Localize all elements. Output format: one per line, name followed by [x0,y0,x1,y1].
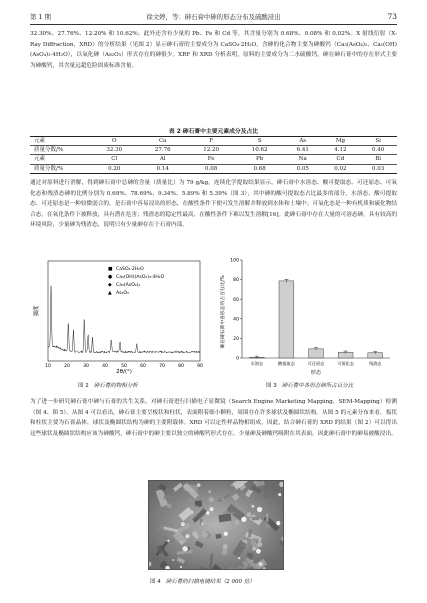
table-cell: 0.68 [235,164,283,173]
xrd-x-tick: 20 [64,364,70,369]
sem-particle [238,557,240,559]
bar-chart-y-tick-label: 60 [233,297,239,303]
table-caption: 表 2 砷石膏中主要元素成分及占比 [168,129,259,135]
table-cell: 质量分数/% [30,164,90,173]
table-cell: Cl [90,155,138,164]
table-cell: Ca [138,137,186,146]
sem-particle [223,544,228,549]
bar-chart-y-tick-label: 20 [233,337,239,342]
sem-particle [182,546,187,551]
table-cell: 12.20 [187,146,235,155]
table-cell: Cd [322,155,360,164]
sem-particle [201,522,204,525]
sem-particle [180,540,183,543]
xrd-x-label: 2θ/(°) [116,369,132,375]
xrd-x-tick: 10 [45,364,51,369]
sem-particle [224,532,228,536]
sem-particle [263,567,266,570]
sem-particle [172,559,174,561]
sem-particle [195,534,199,538]
page-number: 73 [387,12,397,21]
sem-particle [209,497,214,502]
sem-particle [222,498,224,500]
table-row [30,155,397,164]
header-rule [30,24,397,25]
xrd-x-tick: 40 [102,364,108,369]
xrd-x-tick-labels [45,363,203,369]
bar-chart-x-tick-label: 可还原态 [307,361,325,366]
sem-particle [208,491,210,493]
xrd-x-tick: 90 [197,364,203,369]
table-cell: Pb [235,155,283,164]
bar-chart-x-tick-label: 可氧化态 [337,361,354,366]
sem-particle [206,511,210,515]
sem-particle [250,491,252,493]
bar-chart-x-label: 形态 [310,370,322,376]
table-cell: 0.05 [284,164,322,173]
bar [279,281,294,358]
table-cell: 0.14 [138,164,186,173]
sem-particle [185,534,189,538]
legend-marker-hydroxyapatite-arsenate: ● [108,275,113,280]
table-cell: 27.76 [138,146,186,155]
table-cell: 10.62 [235,146,283,155]
issue-number: 第 1 期 [30,13,51,21]
table-cell: 0.08 [187,164,235,173]
figure-2-title: 砷石膏的物相分析 [93,383,138,389]
figure-4-title: 砷石膏的扫描电镜结果（2 000 倍） [165,579,255,585]
table-cell: 4.12 [322,146,360,155]
table-cell: Na [284,155,322,164]
sem-background [149,481,283,569]
figure-3-title: 砷石膏中各形态砷所占百分比 [281,383,354,389]
bar-chart-y-label: 砷在砷石膏中各形态所占百分比/% [221,275,226,349]
bar-chart-bars [249,279,382,358]
table-cell: As [284,137,322,146]
bar-chart-x-tick-label: 酸提取态 [278,361,295,366]
bar-chart-x-tick-label: 水溶态 [250,361,264,366]
sem-particle [189,499,192,502]
legend-marker-calcium-arsenate: ◆ [108,283,112,288]
legend-label-arsenic-trioxide: As₂O₃ [116,291,129,296]
figure-4-number: 图 4 [150,579,161,585]
sem-particle [278,493,281,496]
bar-chart-y-tick-label: 80 [233,278,239,284]
bar-chart-y-tick-label: 100 [230,258,239,264]
figure-2-caption [78,381,138,389]
figure-3-number: 图 3 [266,383,277,389]
sem-particle [204,534,208,538]
bar-chart-y-tick-label: 0 [236,356,239,362]
sem-crystal [266,514,268,522]
table-row [30,146,397,155]
paragraph-composition: 32.30%、27.76%、12.20% 和 10.62%；此外还含有少量的 Pb、Fe 和 Cd 等，其含量分别为 0.68%、0.08% 和 0.02%。X 射线衍射（X-Ray Diffraction，XRD）的分析结果（见图 2）显示砷石膏的主要成分为 CaSO₄·2H₂O，含砷的化合物主要为砷酸钙（Ca₃(AsO₄)₂、Ca₅(OH)(AsO₄)₃·4H₂O），以氧化砷（As₂O₃）形式存在的砷很少。XRF 和 XRD 分析表明，原料的主要成分为二水硫酸钙，砷在砷石膏中的存在形式主要为砷酸钙，其含量远超危险固废标准含量。 [30,31,397,69]
sem-particle [251,505,254,508]
sem-particle [251,559,253,561]
xrd-x-tick: 50 [121,364,127,369]
sem-crystal [164,496,176,500]
sem-particle [257,542,262,547]
legend-marker-arsenic-trioxide: ▲ [108,291,112,296]
table-row [30,164,397,173]
table-cell: Al [138,155,186,164]
table-cell: 0.03 [359,164,397,173]
sem-particle [197,483,201,487]
bar-chart-x-tick-label: 残渣态 [368,361,382,366]
table-row [30,137,397,146]
bar-chart-y-ticks [230,258,242,362]
table-cell: Bi [359,155,397,164]
bar [309,349,324,358]
table-cell: S [235,137,283,146]
sem-particle [257,507,262,512]
legend-marker-gypsum: ■ [108,267,113,272]
table-cell: 6.41 [284,146,322,155]
bar-chart-x-tick-labels [251,360,383,367]
xrd-figure [30,257,208,375]
table-cell: 元素 [30,155,90,164]
table-cell: 质量分数/% [30,146,90,155]
table-cell: 元素 [30,137,90,146]
table-cell: F [187,137,235,146]
bar-chart-y-tick-label: 40 [233,317,239,323]
xrd-x-tick: 30 [83,364,89,369]
sem-particle [246,512,251,517]
sem-particle [252,547,256,551]
paragraph-sem: 为了进一步研究砷石膏中砷与石膏的共生关系，对砷石膏进行扫描电子显微镜（Search Engine Marketing Mapping，SEM-Mapping）检测（图 4、图 5）。从图 4 可以看出，砷石膏主要呈板状和柱状，表面附着细小颗粒，周围存在许多球状及椭圆状结构。从图 5 的元素分布来看，板状和柱状主要为石膏晶体，球状及椭圆状结构为砷的主要附载体。XRD 可以定性样品物相组成，因此，结合砷石膏的 XRD 的结果（图 2）可以得出这些球状及椭圆状结构应该为砷酸钙，砷石膏中的砷主要以独立的砷酸钙形式存在，少量砷及砷酸钙吸附在其表面，因此砷石膏中的砷易被酸浸出。 [30,399,397,437]
legend-label-calcium-arsenate: Ca₃(AsO₄)₂ [116,283,141,288]
sem-particle [167,503,172,508]
xrd-x-tick: 70 [159,364,165,369]
running-header [30,12,397,24]
sem-particle [181,522,185,526]
legend-label-hydroxyapatite-arsenate: Ca₅(OH)(AsO₄)₃·4H₂O [116,275,165,280]
figure-2-number: 图 2 [78,383,89,389]
table-cell: Mg [322,137,360,146]
legend-label-gypsum: CaSO₄·2H₂O [116,267,144,272]
figure-4-caption [150,577,255,585]
table-cell: Si [359,137,397,146]
sem-particle [256,549,261,554]
sem-micrograph [148,480,284,570]
xrd-x-tick: 80 [178,364,184,369]
sem-crystal [252,517,259,521]
running-title: 徐文婷，等：砷石膏中砷的形态分布及硫酸浸出 [146,13,281,21]
element-table [30,136,397,174]
sem-particle [276,521,280,525]
table-cell: 0.40 [359,146,397,155]
speciation-bar-chart [218,254,398,376]
figure-3-caption [266,381,353,389]
table-cell: Fe [187,155,235,164]
sem-particle [180,566,182,568]
xrd-legend [108,266,165,296]
paragraph-speciation: 通过对原料进行消解，得到砷石膏中总砷的含量（质量比）为 79 g/kg。连续化学提取结果显示，砷石膏中水溶态、酸可提取态、可还原态、可氧化态和残渣态砷的比例分别为 0.69%、78.69%、9.34%、5.89% 和 5.39%（图 3），其中砷的酸可提取态占比最多的部分。水溶态、酸可提取态、可还原态是一种较微弱合的，是石膏中容易浸出的形态，在酸性条件下便可发生溶解并释放到水体和土壤中；可氧化态是一种有机质和硫化物结合态，在氧化条件下被释放，具有潜在危害；残渣态的稳定性最高，在酸性条件下难以发生溶解[16]。此砷石膏中存在大量的可溶态砷，具有较高的环境风险，少量砷为残渣态，说明只有少量砷存在于石膏内部。 [30,180,397,229]
table-cell: 0.02 [322,164,360,173]
xrd-y-label: 强度 [34,305,40,317]
sem-particle [167,540,169,542]
sem-particle [189,510,193,514]
sem-particle [258,562,262,566]
table-cell: O [90,137,138,146]
table-cell: 0.20 [90,164,138,173]
sem-crystal [215,534,221,539]
xrd-x-tick: 60 [140,364,146,369]
table-cell: 32.30 [90,146,138,155]
sem-particle [209,507,213,511]
sem-particle [241,517,246,522]
